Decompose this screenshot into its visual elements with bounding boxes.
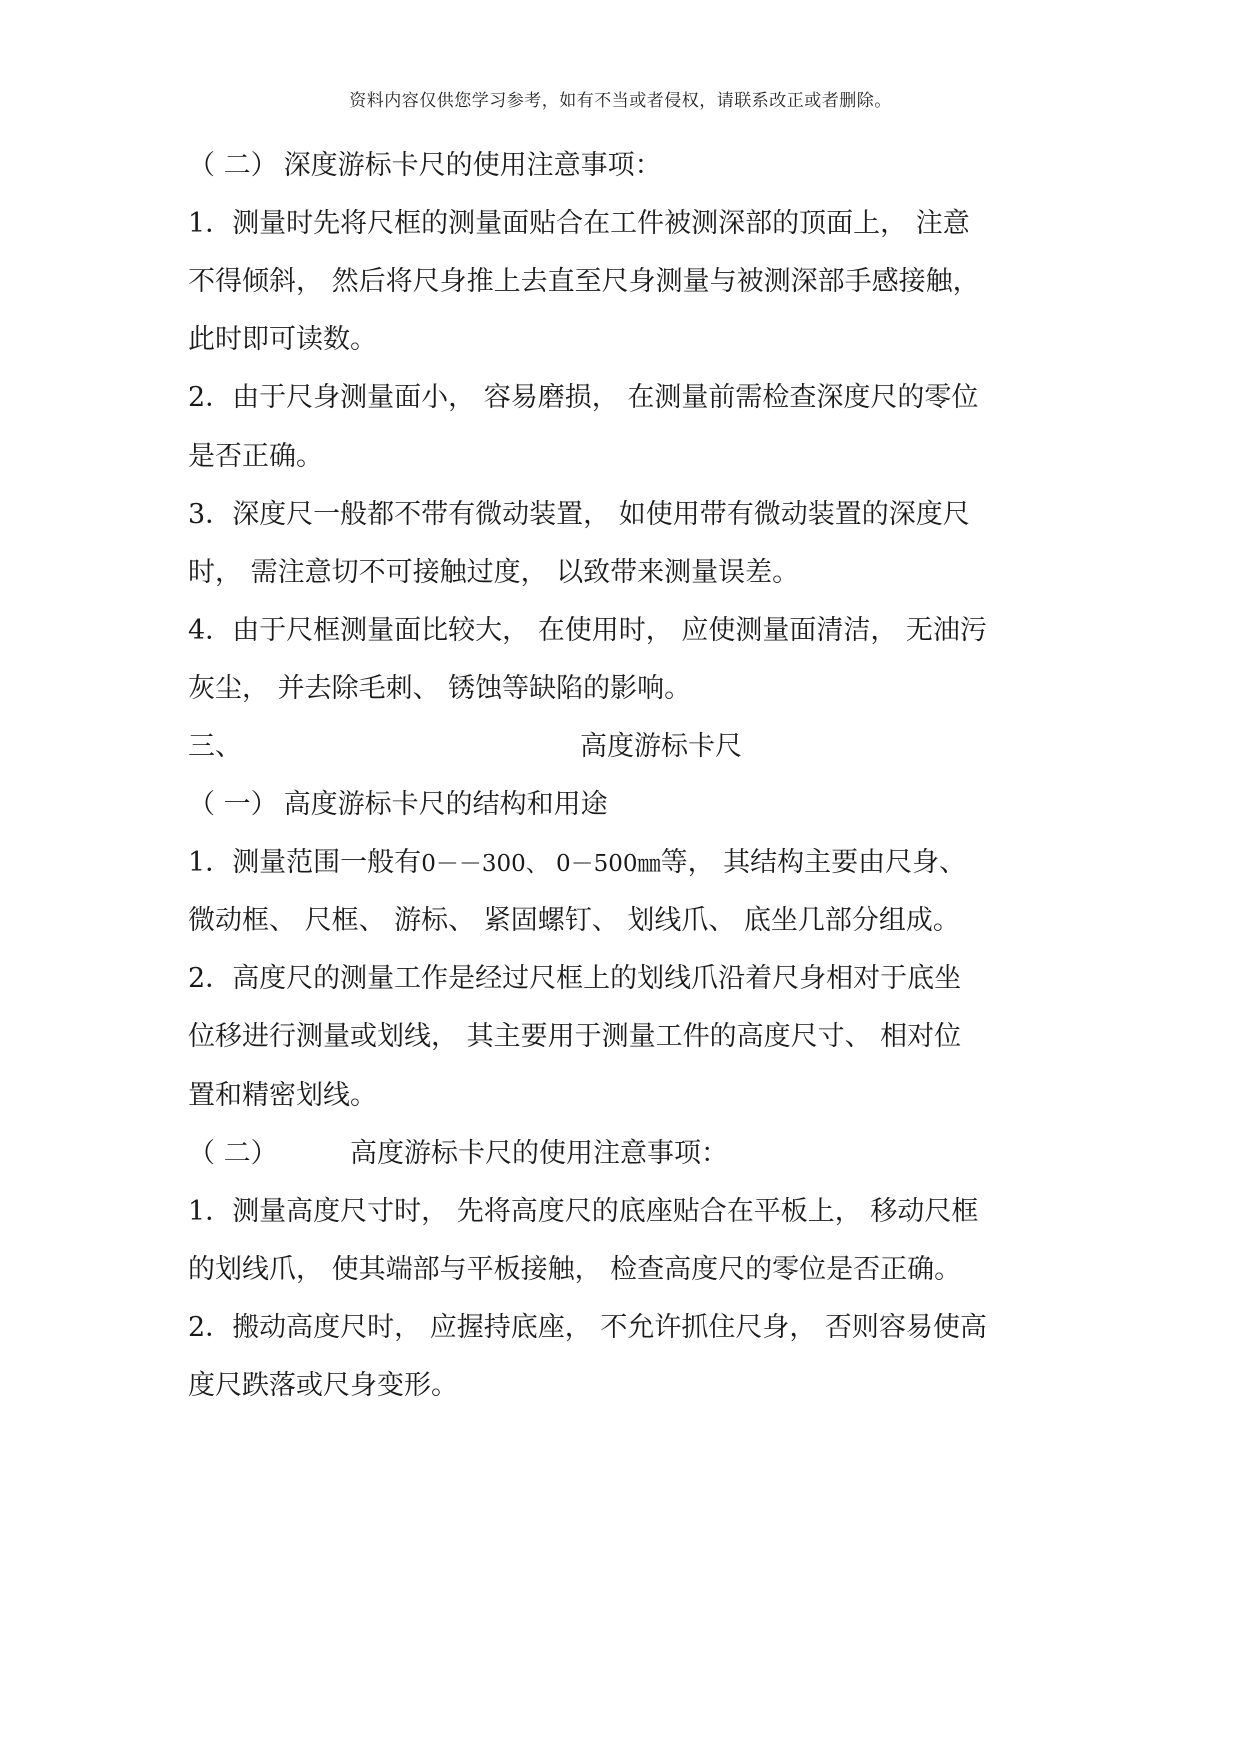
paragraph-line xyxy=(188,381,978,415)
paragraph-text: 等， 其结构主要由尺身、 xyxy=(660,847,967,878)
paragraph-line: 是否正确。 xyxy=(188,441,323,472)
paragraph-line xyxy=(188,498,970,532)
heading-prefix: （ 二） xyxy=(188,1138,278,1169)
item-number: 4． xyxy=(188,615,233,646)
section-heading-depth-caliper-notes xyxy=(188,149,662,183)
range-values: 0－－300、 0－500㎜ xyxy=(421,851,661,877)
paragraph-line xyxy=(188,207,970,241)
paragraph-line: 灰尘， 并去除毛刺、 锈蚀等缺陷的影响。 xyxy=(188,673,692,704)
paragraph-line: 微动框、 尺框、 游标、 紧固螺钉、 划线爪、 底坐几部分组成。 xyxy=(188,905,960,936)
item-number: 2． xyxy=(188,382,233,413)
paragraph-text: 测量高度尺寸时， 先将高度尺的底座贴合在平板上， 移动尺框 xyxy=(232,1196,979,1227)
heading-text: 高度游标卡尺的使用注意事项： xyxy=(350,1138,728,1169)
item-number: 1． xyxy=(188,1196,233,1227)
section-heading-structure-usage xyxy=(188,788,608,822)
paragraph-text: 由于尺框测量面比较大， 在使用时， 应使测量面清洁， 无油污 xyxy=(232,615,987,646)
paragraph-line: 的划线爪， 使其端部与平板接触， 检查高度尺的零位是否正确。 xyxy=(188,1254,962,1285)
heading-text: 高度游标卡尺的结构和用途 xyxy=(283,789,608,820)
paragraph-text: 深度尺一般都不带有微动装置， 如使用带有微动装置的深度尺 xyxy=(232,499,970,530)
item-number: 1． xyxy=(188,208,233,239)
item-number: 3． xyxy=(188,499,233,530)
item-number: 1． xyxy=(188,847,233,878)
item-number: 2． xyxy=(188,963,233,994)
heading-prefix: 三、 xyxy=(188,731,242,762)
paragraph-text: 由于尺身测量面小， 容易磨损， 在测量前需检查深度尺的零位 xyxy=(232,382,979,413)
section-heading-height-caliper-notes xyxy=(188,1137,278,1171)
paragraph-line xyxy=(188,846,966,881)
heading-text: 深度游标卡尺的使用注意事项： xyxy=(283,150,662,181)
paragraph-line xyxy=(188,1311,987,1345)
paragraph-line: 不得倾斜， 然后将尺身推上去直至尺身测量与被测深部手感接触， xyxy=(188,266,980,297)
page-header-notice: 资料内容仅供您学习参考，如有不当或者侵权，请联系改正或者删除。 xyxy=(349,91,892,111)
paragraph-line xyxy=(188,962,961,996)
heading-text: 高度游标卡尺 xyxy=(580,731,742,762)
section-heading-height-caliper xyxy=(188,730,242,764)
paragraph-text: 高度尺的测量工作是经过尺框上的划线爪沿着尺身相对于底坐 xyxy=(232,963,962,994)
paragraph-text: 搬动高度尺时， 应握持底座， 不允许抓住尺身， 否则容易使高 xyxy=(232,1312,987,1343)
item-number: 2． xyxy=(188,1312,233,1343)
paragraph-text: 测量时先将尺框的测量面贴合在工件被测深部的顶面上， 注意 xyxy=(232,208,970,239)
paragraph-line: 度尺跌落或尺身变形。 xyxy=(188,1370,458,1401)
heading-prefix: （ 二） xyxy=(188,150,278,181)
heading-prefix: （ 一） xyxy=(188,789,278,820)
paragraph-line xyxy=(188,1195,978,1229)
paragraph-line: 置和精密划线。 xyxy=(188,1080,377,1111)
paragraph-line: 此时即可读数。 xyxy=(188,324,377,355)
paragraph-line: 位移进行测量或划线， 其主要用于测量工件的高度尺寸、 相对位 xyxy=(188,1021,962,1052)
paragraph-text: 测量范围一般有 xyxy=(232,847,422,878)
paragraph-line: 时， 需注意切不可接触过度， 以致带来测量误差。 xyxy=(188,557,800,588)
paragraph-line xyxy=(188,614,987,648)
